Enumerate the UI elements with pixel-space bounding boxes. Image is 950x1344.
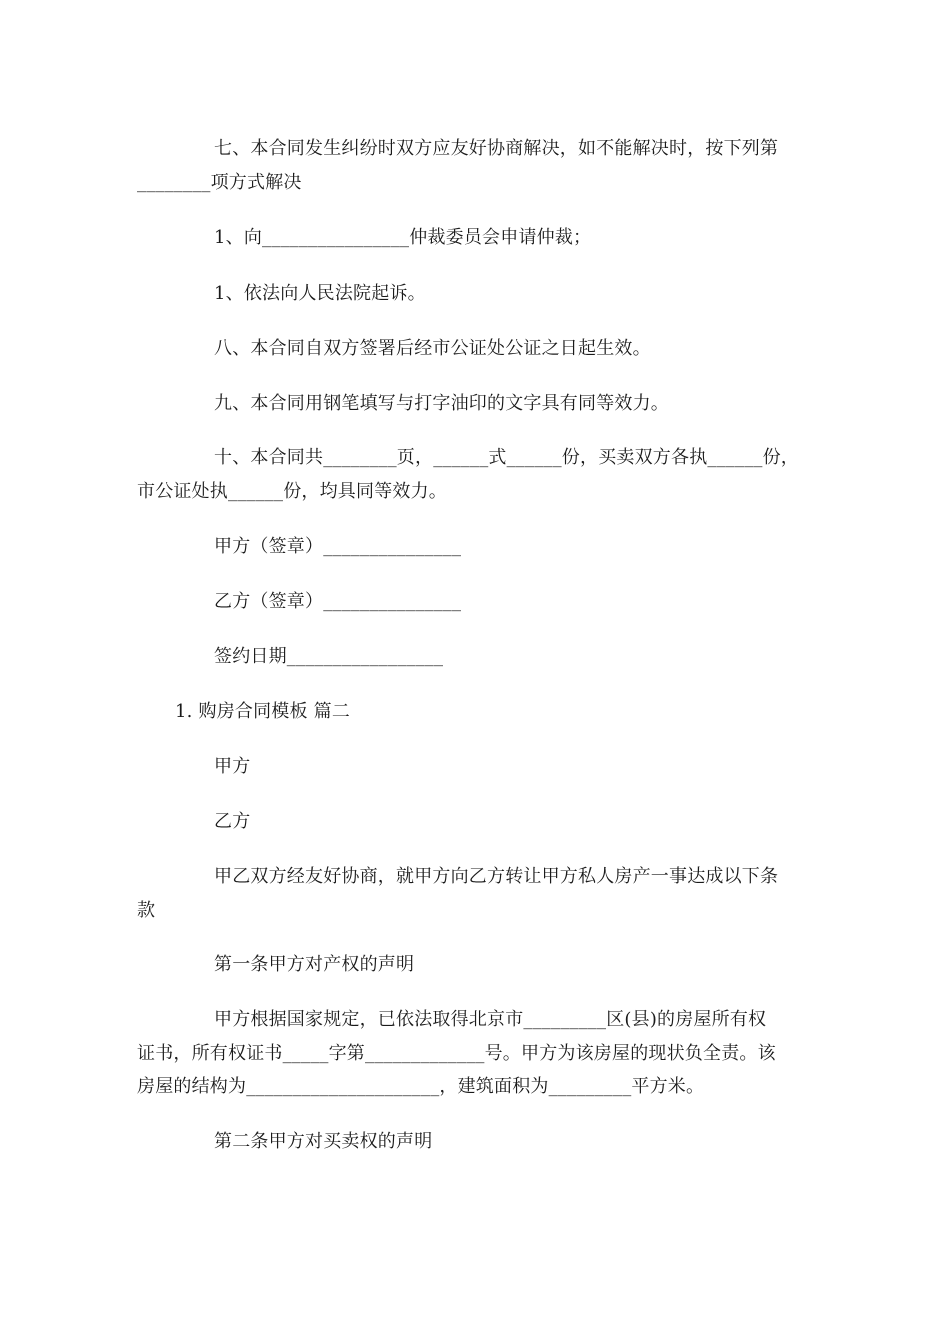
clause-10-line-1: 十、本合同共________页，______式______份，买卖双方各执______份， (214, 447, 799, 468)
article-2-title: 第二条甲方对买卖权的声明 (214, 1131, 433, 1152)
court-option: 1、依法向人民法院起诉。 (214, 283, 426, 304)
clause-10-line-2: 市公证处执______份，均具同等效力。 (137, 481, 447, 502)
preamble-line-1: 甲乙双方经友好协商，就甲方向乙方转让甲方私人房产一事达成以下条 (214, 866, 779, 887)
preamble-line-2: 款 (137, 900, 156, 921)
arbitration-option: 1、向________________仲裁委员会申请仲裁； (214, 227, 592, 248)
signing-date: 签约日期_________________ (214, 646, 444, 667)
article-1-line-1: 甲方根据国家规定，已依法取得北京市_________区(县)的房屋所有权 (214, 1009, 767, 1030)
clause-8: 八、本合同自双方签署后经市公证处公证之日起生效。 (214, 338, 651, 359)
clause-7-line-1: 七、本合同发生纠纷时双方应友好协商解决，如不能解决时，按下列第 (214, 138, 779, 159)
party-a-label: 甲方 (214, 756, 251, 777)
section-heading: 1. 购房合同模板 篇二 (175, 701, 351, 722)
party-b-signature: 乙方（签章）_______________ (214, 591, 462, 612)
party-b-label: 乙方 (214, 811, 251, 832)
party-a-signature: 甲方（签章）_______________ (214, 536, 462, 557)
article-1-line-3: 房屋的结构为_____________________，建筑面积为_________平方米。 (137, 1076, 705, 1097)
article-1-line-2: 证书，所有权证书_____字第_____________号。甲方为该房屋的现状负全责。该 (137, 1043, 776, 1064)
clause-9: 九、本合同用钢笔填写与打字油印的文字具有同等效力。 (214, 393, 669, 414)
article-1-title: 第一条甲方对产权的声明 (214, 954, 415, 975)
clause-7-line-2: ________项方式解决 (137, 172, 302, 193)
